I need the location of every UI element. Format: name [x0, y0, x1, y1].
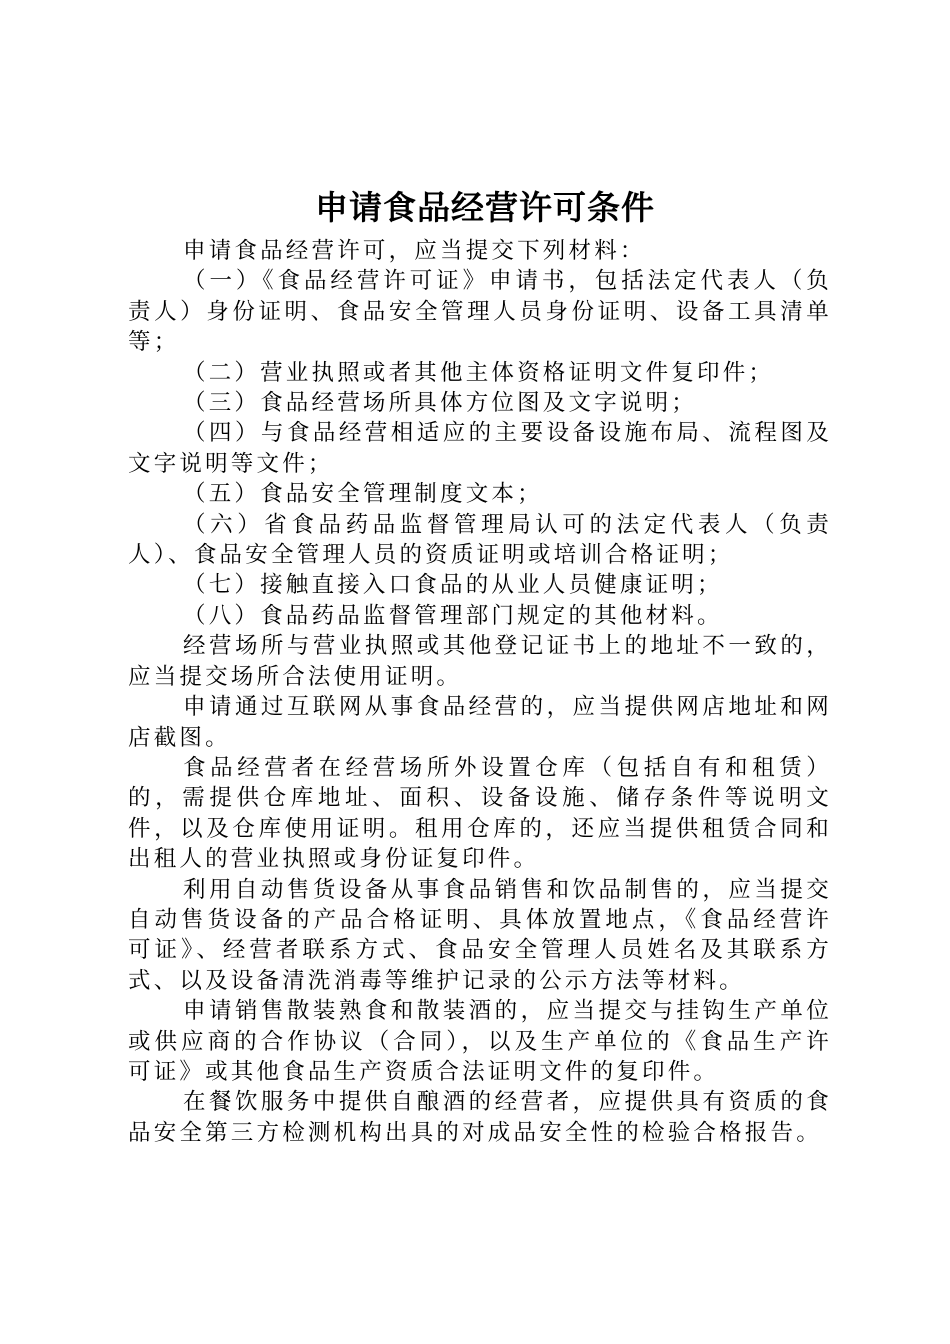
paragraph-item-2: （二）营业执照或者其他主体资格证明文件复印件；: [183, 359, 775, 386]
paragraph-address: 经营场所与营业执照或其他登记证书上的地址不一致的，应当提交场所合法使用证明。: [128, 633, 832, 690]
paragraph-item-4: （四）与食品经营相适应的主要设备设施布局、流程图及文字说明等文件；: [128, 420, 832, 477]
paragraph-brewing: 在餐饮服务中提供自酿酒的经营者，应提供具有资质的食品安全第三方检测机构出具的对成品安全性的检验合格报告。: [128, 1089, 832, 1146]
paragraph-item-8: （八）食品药品监督管理部门规定的其他材料。: [183, 602, 723, 629]
paragraph-item-1: （一）《食品经营许可证》申请书，包括法定代表人（负责人）身份证明、食品安全管理人员身份证明、设备工具清单等；: [128, 268, 832, 356]
paragraph-item-3: （三）食品经营场所具体方位图及文字说明；: [183, 390, 698, 417]
paragraph-item-6: （六）省食品药品监督管理局认可的法定代表人（负责人）、食品安全管理人员的资质证明或培训合格证明；: [128, 511, 832, 569]
paragraph-internet: 申请通过互联网从事食品经营的，应当提供网店地址和网店截图。: [128, 694, 832, 751]
document-page: [128, 180, 832, 1148]
paragraph-item-7: （七）接触直接入口食品的从业人员健康证明；: [183, 572, 723, 599]
paragraph-intro: 申请食品经营许可，应当提交下列材料：: [183, 238, 646, 264]
paragraph-item-5: （五）食品安全管理制度文本；: [183, 481, 543, 508]
document-title: 申请食品经营许可条件: [315, 188, 655, 227]
paragraph-warehouse: 食品经营者在经营场所外设置仓库（包括自有和租赁）的，需提供仓库地址、面积、设备设施、储存条件等说明文件，以及仓库使用证明。租用仓库的，还应当提供租赁合同和出租人的营业执照或身份证复印件。: [128, 754, 832, 873]
paragraph-vending: 利用自动售货设备从事食品销售和饮品制售的，应当提交自动售货设备的产品合格证明、具体放置地点，《食品经营许可证》、经营者联系方式、食品安全管理人员姓名及其联系方式、以及设备清洗消毒等维护记录的公示方法等材料。: [128, 876, 832, 994]
paragraph-bulk-food: 申请销售散装熟食和散装酒的，应当提交与挂钩生产单位或供应商的合作协议（合同），以及生产单位的《食品生产许可证》或其他食品生产资质合法证明文件的复印件。: [128, 998, 832, 1085]
